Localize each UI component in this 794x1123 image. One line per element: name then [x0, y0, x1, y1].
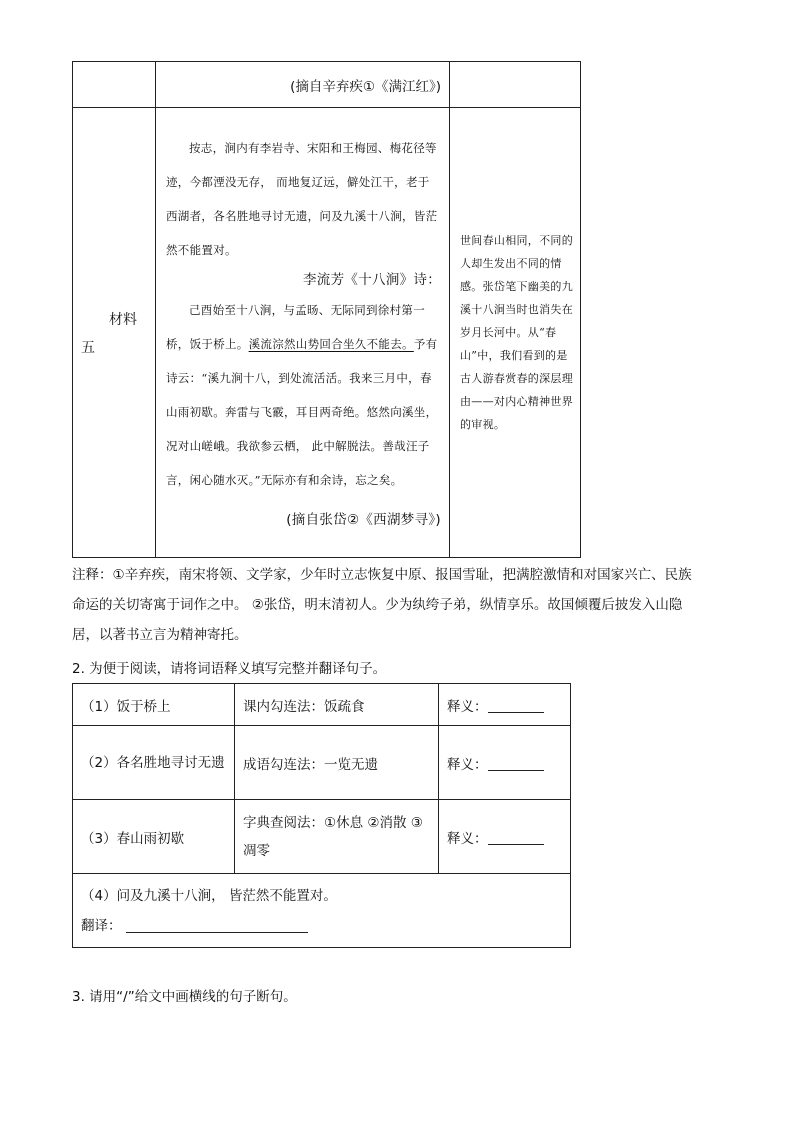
table-row: [73, 108, 581, 558]
table-row: [73, 874, 571, 948]
commentary-text: 世间春山相同，不同的人却生发出不同的情感。张岱笔下幽美的九溪十八涧当时也消失在岁月长河中。从“春山”中，我们看到的是古人游春赏春的深层理由——对内心精神世界的审视。: [450, 108, 581, 558]
underlined-sentence: 溪流淙然山势回合坐久不能去。: [248, 336, 414, 351]
answer-cell[interactable]: [439, 684, 571, 726]
footnote-line: 注释：①辛弃疾，南宋将领、文学家，少年时立志恢复中原、报国雪耻，把满腔激情和对国家兴亡、民族: [72, 567, 692, 583]
translation-sentence: （4）问及九溪十八涧， 皆茫然不能置对。: [81, 887, 337, 904]
vocab-method: 成语勾连法：一览无遗: [235, 726, 439, 800]
answer-cell[interactable]: [439, 800, 571, 874]
empty-cell: [73, 62, 156, 108]
footnote-line: 居，以著书立言为精神寄托。: [72, 627, 248, 643]
table-row: [73, 726, 571, 800]
vocab-item: （1）饭于桥上: [73, 684, 235, 726]
translation-blank[interactable]: [126, 918, 308, 933]
answer-cell[interactable]: [439, 726, 571, 800]
table-row: [73, 62, 581, 108]
answer-label: 释义：: [447, 830, 488, 847]
table-row: [73, 800, 571, 874]
question-2-prompt: 2. 为便于阅读，请将词语释义填写完整并翻译句子。: [72, 661, 387, 677]
material-table: [72, 61, 581, 558]
vocab-method: 课内勾连法：饭疏食: [235, 684, 439, 726]
material-label: [73, 108, 156, 558]
empty-cell: [450, 62, 581, 108]
poem-attribution: 李流芳《十八涧》诗：: [303, 271, 441, 288]
footnote-line: 命运的关切寄寓于词作之中。 ②张岱，明末清初人。少为纨绔子弟，纵情享乐。故国倾覆后披发入山隐: [72, 597, 683, 613]
vocab-method: 字典查阅法：①休息 ②消散 ③凋零: [235, 800, 439, 874]
passage-text: [156, 108, 450, 558]
answer-blank[interactable]: [488, 700, 544, 713]
question-3-prompt: 3. 请用“/”给文中画横线的句子断句。: [72, 989, 297, 1005]
table-row: [73, 684, 571, 726]
answer-label: 释义：: [447, 756, 488, 773]
source-citation: (摘自辛弃疾①《满江红》): [156, 62, 450, 108]
passage-sentence: 予有诗云：“溪九涧十八，到处流活活。我来三月中，春山雨初歇。奔雷与飞霰，耳目两奇绝。悠然向溪坐，况对山嵯峨。我欲参云栖， 此中解脱法。善哉汪子言，闲心随水灭。”无际亦有和余诗，忘之矣。: [166, 336, 438, 487]
answer-blank[interactable]: [488, 832, 544, 845]
source-citation: (摘自张岱②《西湖梦寻》): [286, 511, 441, 528]
passage-paragraph: [166, 293, 441, 497]
passage-sentence: 己酉始至十八涧，与孟旸、无际同到徐村第一桥，饭于桥上。: [166, 302, 425, 351]
translation-label: 翻译：: [81, 917, 122, 934]
material-label-line2: 五: [81, 339, 95, 356]
answer-label: 释义：: [447, 698, 488, 715]
footnotes: [72, 560, 732, 650]
vocab-item: （2）各名胜地寻讨无遗: [73, 726, 235, 800]
translation-cell: [73, 874, 571, 948]
vocab-item: （3）春山雨初歇: [73, 800, 235, 874]
material-label-line1: 材料: [109, 311, 137, 328]
vocabulary-table: [72, 683, 571, 948]
passage-paragraph: 按志，涧内有李岩寺、宋阳和王梅园、梅花径等迹，今都湮没无存， 而地复辽远，僻处江干，老于西湖者，各名胜地寻讨无遗，问及九溪十八涧，皆茫然不能置对。: [166, 140, 438, 257]
answer-blank[interactable]: [488, 758, 544, 771]
